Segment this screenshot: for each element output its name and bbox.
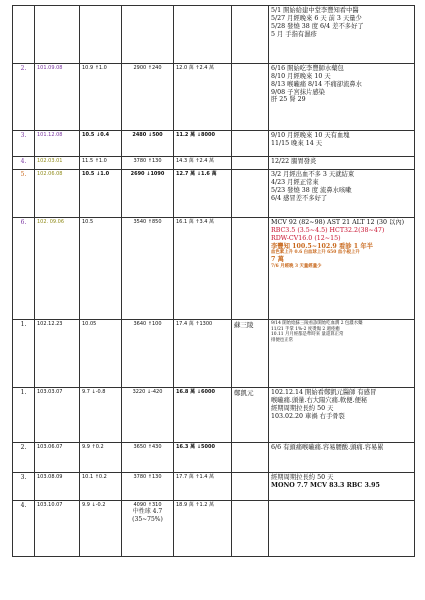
- table-row: [13, 64, 415, 131]
- test-date-text: 102. 09.06: [37, 219, 65, 225]
- table-row: [13, 6, 415, 64]
- platelet-extra-line: (35~75%): [132, 515, 163, 523]
- platelet-value-text: 3540 ↑850: [133, 219, 162, 225]
- platelet-value-text: 3640 ↑100: [133, 321, 162, 327]
- platelet-value-text: 2900 ↑240: [133, 65, 162, 71]
- note-line: 9/08 子宮抹片感染: [271, 88, 325, 96]
- wbc-value-text: 9.9 ↑0.2: [82, 444, 104, 450]
- doctor-name: [232, 473, 269, 501]
- test-date-text: 102.12.23: [37, 321, 63, 327]
- row-number: [13, 501, 35, 557]
- wbc-value: [80, 6, 122, 64]
- row-number: [13, 218, 35, 320]
- note-line: 排便也正常: [271, 337, 293, 343]
- test-date-text: 103.03.07: [37, 389, 63, 395]
- wbc-value-text: 9.9 ↓-0.2: [82, 502, 106, 508]
- note-line: 9/14 開始給蘇三陵看診開始吃血潤 2 包濃水藥: [271, 321, 363, 326]
- wbc-value: [80, 443, 122, 473]
- hemoglobin-value: [174, 170, 232, 218]
- notes-cell: [269, 501, 415, 557]
- platelet-value: [122, 64, 174, 131]
- note-line: 5/1 開始給建中堂李豐知看中醫: [271, 7, 359, 14]
- note-line: 5/27 月經晚來 6 天 前 3 天量少: [271, 14, 362, 22]
- note-line: MONO 7.7 MCV 83.3 RBC 3.95: [271, 481, 380, 489]
- note-line: 6/16 開始吃李豐師水藥包: [271, 65, 344, 72]
- notes-cell: [269, 131, 415, 157]
- row-number: [13, 473, 35, 501]
- platelet-value: [122, 170, 174, 218]
- wbc-value-text: 10.9 ↑1.0: [82, 65, 107, 71]
- table-row: [13, 388, 415, 443]
- row-number-text: 4.: [20, 158, 27, 165]
- doctor-name: [232, 443, 269, 473]
- note-line: 5 月 手指有濕疹: [271, 30, 317, 38]
- test-date: [35, 473, 80, 501]
- test-date-text: 101.09.08: [37, 65, 63, 71]
- notes-cell: [269, 320, 415, 388]
- test-date-text: 102.06.08: [37, 171, 63, 177]
- note-line: MCV 92 (82~98) AST 21 ALT 12 (30 以內): [271, 219, 405, 226]
- table-row: [13, 170, 415, 218]
- platelet-value-text: 3780 ↑130: [133, 158, 162, 164]
- row-number: [13, 131, 35, 157]
- wbc-value-text: 10.1 ↑0.2: [82, 474, 107, 480]
- row-number-text: 2.: [20, 444, 27, 451]
- wbc-value-text: 9.7 ↓-0.8: [82, 389, 106, 395]
- doctor-name: [232, 170, 269, 218]
- platelet-value-text: 3780 ↑130: [133, 474, 162, 480]
- table-row: [13, 131, 415, 157]
- doctor-name-text: 鄭凱元: [234, 389, 254, 397]
- notes-cell: [269, 157, 415, 170]
- note-line: 7 萬: [271, 255, 284, 263]
- note-line: 9/10 月經晚來 10 天有血塊: [271, 132, 350, 139]
- wbc-value: [80, 501, 122, 557]
- note-line: 103.02.20 車禍 右手骨裂: [271, 412, 345, 420]
- row-number: [13, 157, 35, 170]
- test-date-text: 102.03.01: [37, 158, 63, 164]
- hemoglobin-value: [174, 443, 232, 473]
- note-line: 8/13 喉嚨痛 8/14 不痛卻流鼻水: [271, 80, 362, 88]
- note-line: 11/21 手掌 1%-2 度燙傷 2 週痊癒: [271, 326, 340, 332]
- note-line: 6/4 感冒差不多好了: [271, 194, 328, 202]
- platelet-value-text: 4090 ↑310: [133, 502, 162, 508]
- row-number: [13, 170, 35, 218]
- row-number: [13, 443, 35, 473]
- hemoglobin-value: [174, 6, 232, 64]
- note-line: 李豐知 100.5~102.9 看診 1 年半: [271, 242, 373, 250]
- doctor-name: [232, 218, 269, 320]
- table-row: [13, 473, 415, 501]
- test-date: [35, 320, 80, 388]
- platelet-value-text: 3650 ↑430: [133, 444, 162, 450]
- note-line: RDW-CV16.0 (12~15): [271, 234, 341, 242]
- row-number-text: 1.: [20, 321, 27, 328]
- note-line: 血色素上升 0.6 白血球上升 650 血小板上升: [271, 250, 360, 256]
- test-date: [35, 388, 80, 443]
- test-date: [35, 218, 80, 320]
- row-number-text: 4.: [20, 502, 27, 509]
- note-line: 5/23 發燒 38 度 流鼻水咳嗽: [271, 186, 352, 194]
- platelet-value: [122, 320, 174, 388]
- hemoglobin-value: [174, 64, 232, 131]
- test-date: [35, 501, 80, 557]
- test-date: [35, 64, 80, 131]
- platelet-value: [122, 218, 174, 320]
- table-body: [13, 6, 415, 557]
- row-number-text: 5.: [20, 171, 27, 178]
- platelet-value-text: 2690 ↓1090: [130, 171, 165, 177]
- row-number-text: 6.: [20, 219, 27, 226]
- hemoglobin-value-text: 16.8 萬 ↓6000: [176, 389, 215, 395]
- note-line: 經期周期拉長約 50 天: [271, 474, 334, 481]
- doctor-name: [232, 157, 269, 170]
- notes-cell: [269, 6, 415, 64]
- notes-cell: [269, 64, 415, 131]
- hemoglobin-value: [174, 320, 232, 388]
- platelet-value: [122, 131, 174, 157]
- hemoglobin-value: [174, 501, 232, 557]
- wbc-value: [80, 218, 122, 320]
- platelet-value: [122, 443, 174, 473]
- wbc-value-text: 10.5: [82, 219, 94, 225]
- doctor-name: [232, 501, 269, 557]
- note-line: 11/15 晚來 14 天: [271, 139, 323, 147]
- doctor-name-text: 蘇三陵: [234, 321, 254, 329]
- row-number-text: 3.: [20, 132, 27, 139]
- hemoglobin-value: [174, 131, 232, 157]
- row-number-text: 2.: [20, 65, 27, 72]
- doctor-name: [232, 131, 269, 157]
- test-date: [35, 131, 80, 157]
- hemoglobin-value-text: 14.3 萬 ↑2.4 萬: [176, 158, 215, 164]
- wbc-value: [80, 170, 122, 218]
- wbc-value: [80, 320, 122, 388]
- notes-cell: [269, 473, 415, 501]
- wbc-value: [80, 157, 122, 170]
- note-line: 7/6 月經晚 3 天量經量少: [271, 263, 322, 269]
- platelet-value: [122, 157, 174, 170]
- platelet-value: [122, 473, 174, 501]
- test-date: [35, 170, 80, 218]
- blood-test-log-table: [12, 5, 415, 557]
- note-line: 10.11 月月經都是準時來 量還算正常: [271, 332, 344, 337]
- platelet-extra-line: 中性球 4.7: [132, 508, 163, 516]
- test-date: [35, 6, 80, 64]
- note-line: 肝 25 腎 29: [271, 96, 306, 104]
- note-line: 6/6 有頭痛喉嚨痛.容易腰酸.頭痛.容易累: [271, 444, 384, 451]
- wbc-value: [80, 64, 122, 131]
- note-line: 102.12.14 開始看鄭凱元醫師 有感冒: [271, 389, 377, 396]
- notes-cell: [269, 218, 415, 320]
- table-row: [13, 443, 415, 473]
- row-number-text: 1.: [20, 389, 27, 396]
- wbc-value-text: 11.5 ↑1.0: [82, 158, 107, 164]
- hemoglobin-value-text: 12.0 萬 ↑2.4 萬: [176, 65, 215, 71]
- wbc-value: [80, 388, 122, 443]
- hemoglobin-value: [174, 157, 232, 170]
- table-row: [13, 501, 415, 557]
- doctor-name: [232, 320, 269, 388]
- wbc-value-text: 10.05: [82, 321, 97, 327]
- row-number-text: 3.: [20, 474, 27, 481]
- test-date-text: 101.12.08: [37, 132, 63, 138]
- wbc-value-text: 10.5 ↓0.4: [82, 132, 110, 138]
- note-line: 8/10 月經晚來 10 天: [271, 72, 331, 80]
- row-number: [13, 388, 35, 443]
- test-date: [35, 157, 80, 170]
- platelet-value: [122, 388, 174, 443]
- table-row: [13, 157, 415, 170]
- note-line: 3/2 月經出血不多 3 天就結束: [271, 171, 355, 178]
- note-line: 5/28 發燒 38 度 6/4 差不多好了: [271, 22, 364, 30]
- notes-cell: [269, 443, 415, 473]
- hemoglobin-value-text: 12.7 萬 ↓1.6 萬: [176, 171, 217, 177]
- platelet-value: [122, 501, 174, 557]
- hemoglobin-value-text: 17.7 萬 ↑1.4 萬: [176, 474, 215, 480]
- table-row: [13, 218, 415, 320]
- platelet-value: [122, 6, 174, 64]
- doctor-name: [232, 6, 269, 64]
- hemoglobin-value-text: 11.2 萬 ↓8000: [176, 132, 215, 138]
- hemoglobin-value-text: 16.3 萬 ↓5000: [176, 444, 215, 450]
- note-line: 12/22 腸胃發炎: [271, 158, 317, 165]
- test-date-text: 103.08.09: [37, 474, 63, 480]
- wbc-value: [80, 473, 122, 501]
- test-date-text: 103.06.07: [37, 444, 63, 450]
- wbc-value: [80, 131, 122, 157]
- test-date-text: 103.10.07: [37, 502, 63, 508]
- note-line: 經期周期拉長約 50 天: [271, 404, 334, 412]
- doctor-name: [232, 388, 269, 443]
- note-line: RBC3.5 (3.5~4.5) HCT32.2(38~47): [271, 226, 385, 234]
- row-number: [13, 320, 35, 388]
- note-line: 喉嚨痛.頭暈.右大陽穴痛.軟便.便秘: [271, 396, 368, 404]
- notes-cell: [269, 170, 415, 218]
- platelet-value-text: 3220 ↓-420: [132, 389, 163, 395]
- row-number: [13, 6, 35, 64]
- wbc-value-text: 10.5 ↓1.0: [82, 171, 110, 177]
- row-number: [13, 64, 35, 131]
- hemoglobin-value: [174, 473, 232, 501]
- hemoglobin-value-text: 17.4 萬 ↑1300: [176, 321, 213, 327]
- test-date: [35, 443, 80, 473]
- notes-cell: [269, 388, 415, 443]
- hemoglobin-value: [174, 218, 232, 320]
- table-row: [13, 320, 415, 388]
- hemoglobin-value: [174, 388, 232, 443]
- doctor-name: [232, 64, 269, 131]
- hemoglobin-value-text: 18.9 萬 ↑1.2 萬: [176, 502, 215, 508]
- note-line: 4/23 月經正常來: [271, 178, 319, 186]
- platelet-value-text: 2480 ↓500: [132, 132, 163, 138]
- hemoglobin-value-text: 16.1 萬 ↑3.4 萬: [176, 219, 215, 225]
